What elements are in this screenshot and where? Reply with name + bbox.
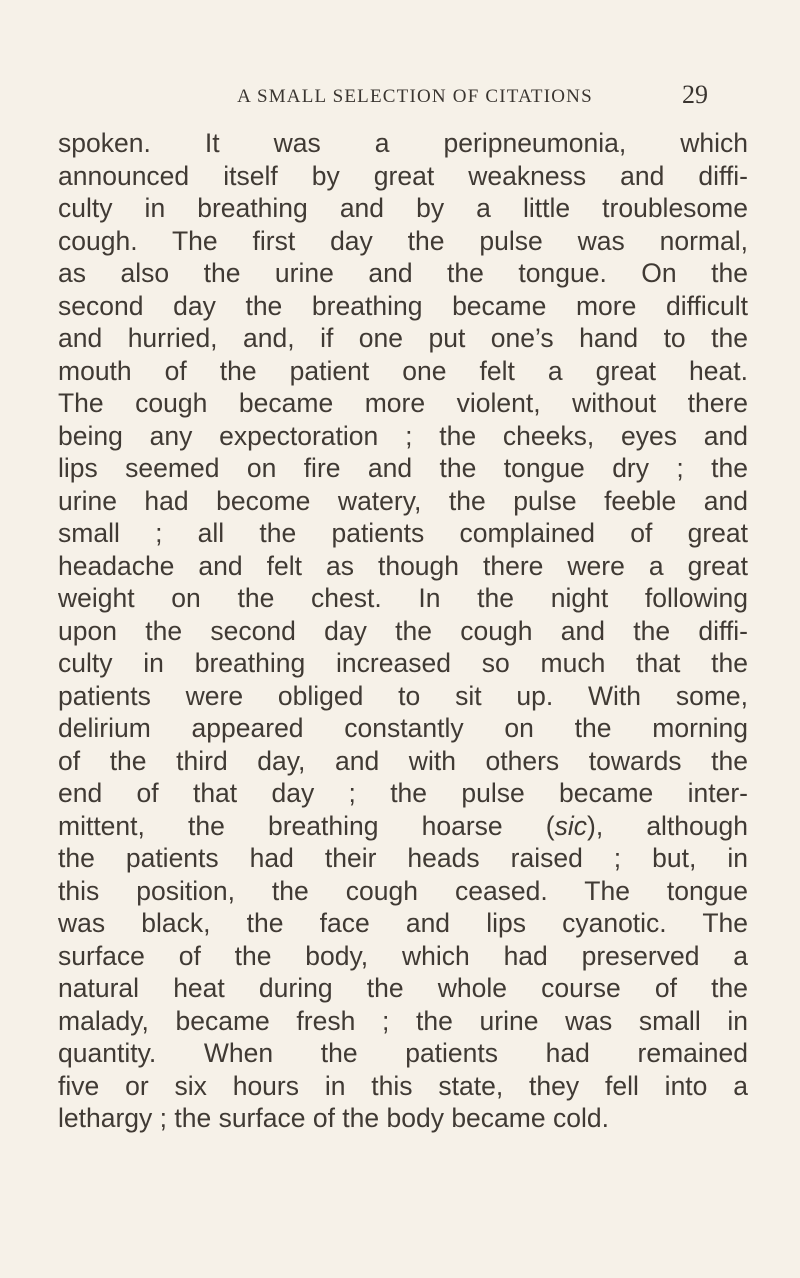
text-line: natural heat during the whole course of the [58, 973, 748, 1003]
line-before-italic: the breathing hoarse ( [144, 810, 555, 841]
text-line: urine had become watery, the pulse feeble and [58, 485, 748, 516]
text-line: delirium appeared constantly on the morning [58, 713, 748, 743]
text-line-last: lethargy ; the surface of the body became cold. [58, 1103, 609, 1133]
text-line: announced itself by great weakness and diffi- [58, 160, 748, 191]
text-line: patients were obliged to sit up. With some, [58, 680, 748, 711]
line-prefix: mittent, [58, 810, 145, 841]
text-line: the patients had their heads raised ; but, in [58, 843, 748, 873]
text-line: culty in breathing increased so much that the [58, 648, 748, 678]
text-line: being any expectoration ; the cheeks, eyes and [58, 420, 748, 451]
text-line: culty in breathing and by a little troublesome [58, 193, 748, 223]
text-line: this position, the cough ceased. The tongue [58, 875, 748, 906]
text-line: lips seemed on fire and the tongue dry ; the [58, 453, 748, 483]
text-line: upon the second day the cough and the diffi- [58, 615, 748, 646]
text-line: surface of the body, which had preserved a [58, 940, 748, 971]
body-text [58, 127, 748, 1135]
text-line: weight on the chest. In the night following [58, 583, 748, 613]
text-line: five or six hours in this state, they fell into a [58, 1070, 748, 1101]
page-number: 29 [682, 80, 708, 109]
text-line: mouth of the patient one felt a great heat. [58, 355, 748, 386]
italic-sic: sic [554, 810, 587, 841]
text-line: spoken. It was a peripneumonia, which [58, 128, 748, 158]
line-after-italic: ), although [587, 810, 748, 841]
running-header: A SMALL SELECTION OF CITATIONS [237, 86, 593, 107]
text-line: The cough became more violent, without there [58, 388, 748, 418]
text-line: second day the breathing became more difficult [58, 290, 748, 321]
text-line: of the third day, and with others towards the [58, 745, 748, 776]
text-line: quantity. When the patients had remained [58, 1038, 748, 1068]
text-line: end of that day ; the pulse became inter- [58, 778, 748, 808]
text-line: headache and felt as though there were a great [58, 550, 748, 581]
text-line: cough. The first day the pulse was normal, [58, 225, 748, 256]
text-line: malady, became fresh ; the urine was small in [58, 1005, 748, 1036]
text-line: as also the urine and the tongue. On the [58, 258, 748, 288]
text-line: and hurried, and, if one put one’s hand to the [58, 323, 748, 353]
text-line: was black, the face and lips cyanotic. The [58, 908, 748, 938]
text-line: small ; all the patients complained of great [58, 518, 748, 548]
text-line-with-italic [58, 810, 748, 843]
